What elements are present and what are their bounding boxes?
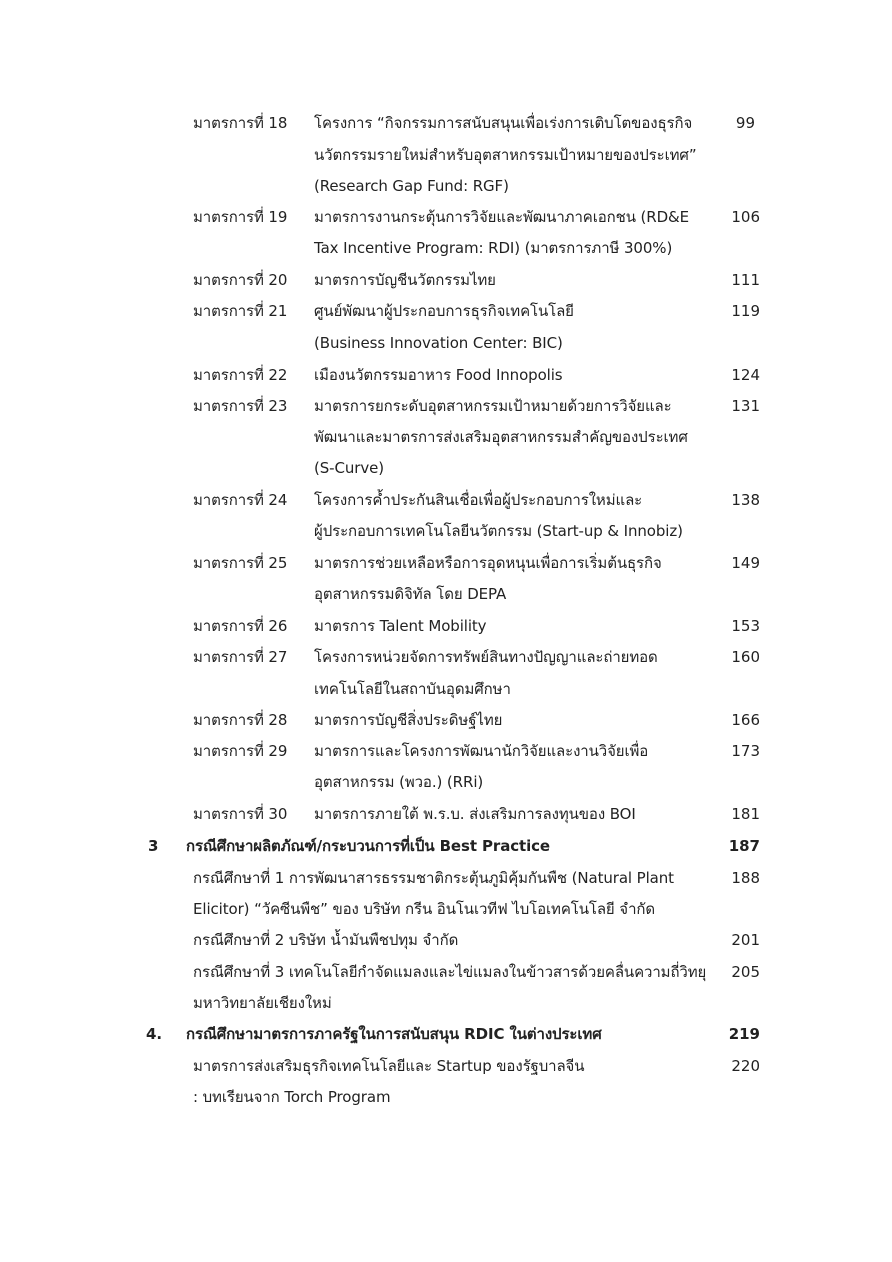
measure-title-line: ผู้ประกอบการเทคโนโลยีนวัตกรรม (Start-up & Innobiz) bbox=[314, 522, 683, 540]
page-number: 111 bbox=[731, 271, 760, 289]
measure-label: มาตรการที่ 26 bbox=[193, 617, 288, 635]
page-number: 188 bbox=[731, 869, 760, 887]
page-number: 219 bbox=[728, 1025, 760, 1043]
measure-title-line: Tax Incentive Program: RDI) (มาตรการภาษี 300%) bbox=[314, 239, 673, 257]
measure-title-line: มาตรการ Talent Mobility bbox=[314, 617, 487, 635]
measure-label: มาตรการที่ 28 bbox=[193, 711, 288, 729]
case-study-line: Elicitor) “วัคซีนพืช” ของ บริษัท กรีน อินโนเวทีฟ ไบโอเทคโนโลยี จำกัด bbox=[193, 900, 656, 918]
page-number: 149 bbox=[731, 554, 760, 572]
section-number: 3 bbox=[148, 837, 159, 855]
page-number: 187 bbox=[728, 837, 760, 855]
page-number: 124 bbox=[731, 366, 760, 384]
case-study-line: กรณีศึกษาที่ 1 การพัฒนาสารธรรมชาติกระตุ้นภูมิคุ้มกันพืช (Natural Plant bbox=[193, 869, 674, 887]
page-number: 131 bbox=[731, 397, 760, 415]
measure-label: มาตรการที่ 30 bbox=[193, 805, 288, 823]
measure-label: มาตรการที่ 19 bbox=[193, 208, 288, 226]
measure-title-line: อุตสาหกรรม (พวอ.) (RRi) bbox=[314, 773, 484, 791]
measure-label: มาตรการที่ 22 bbox=[193, 366, 288, 384]
measure-title-line: มาตรการยกระดับอุตสาหกรรมเป้าหมายด้วยการวิจัยและ bbox=[314, 397, 672, 415]
measure-label: มาตรการที่ 20 bbox=[193, 271, 288, 289]
measure-title-line: เทคโนโลยีในสถาบันอุดมศึกษา bbox=[314, 680, 511, 698]
measure-title-line: อุตสาหกรรมดิจิทัล โดย DEPA bbox=[314, 585, 507, 603]
page-number: 99 bbox=[735, 114, 755, 132]
page-number: 138 bbox=[731, 491, 760, 509]
measure-title-line: โครงการ “กิจกรรมการสนับสนุนเพื่อเร่งการเติบโตของธุรกิจ bbox=[314, 114, 693, 132]
page-number: 153 bbox=[731, 617, 760, 635]
section-number: 4. bbox=[146, 1025, 162, 1043]
measure-label: มาตรการที่ 25 bbox=[193, 554, 288, 572]
case-study-line: มหาวิทยาลัยเชียงใหม่ bbox=[193, 994, 332, 1012]
measure-label: มาตรการที่ 29 bbox=[193, 742, 288, 760]
measure-title-line: ศูนย์พัฒนาผู้ประกอบการธุรกิจเทคโนโลยี bbox=[314, 302, 574, 320]
page-number: 160 bbox=[731, 648, 760, 666]
page-number: 173 bbox=[731, 742, 760, 760]
measure-title-line: (Research Gap Fund: RGF) bbox=[314, 177, 509, 195]
section-title: กรณีศึกษามาตรการภาครัฐในการสนับสนุน RDIC ในต่างประเทศ bbox=[186, 1025, 602, 1043]
page-number: 220 bbox=[731, 1057, 760, 1075]
measure-title-line: มาตรการช่วยเหลือหรือการอุดหนุนเพื่อการเริ่มต้นธุรกิจ bbox=[314, 554, 662, 572]
page-number: 106 bbox=[731, 208, 760, 226]
measure-title-line: พัฒนาและมาตรการส่งเสริมอุตสาหกรรมสำคัญของประเทศ bbox=[314, 428, 688, 446]
measure-label: มาตรการที่ 27 bbox=[193, 648, 288, 666]
page-number: 119 bbox=[731, 302, 760, 320]
measure-title-line: มาตรการงานกระตุ้นการวิจัยและพัฒนาภาคเอกชน (RD&E bbox=[314, 208, 690, 226]
measure-label: มาตรการที่ 23 bbox=[193, 397, 288, 415]
case-study-line: : บทเรียนจาก Torch Program bbox=[193, 1088, 391, 1106]
case-study-line: มาตรการส่งเสริมธุรกิจเทคโนโลยีและ Startup ของรัฐบาลจีน bbox=[193, 1057, 585, 1075]
measure-title-line: (Business Innovation Center: BIC) bbox=[314, 334, 563, 352]
section-title: กรณีศึกษาผลิตภัณฑ์/กระบวนการที่เป็น Best Practice bbox=[186, 837, 551, 855]
measure-label: มาตรการที่ 18 bbox=[193, 114, 288, 132]
measure-title-line: (S-Curve) bbox=[314, 459, 384, 477]
page-number: 181 bbox=[731, 805, 760, 823]
measure-title-line: โครงการค้ำประกันสินเชื่อเพื่อผู้ประกอบการใหม่และ bbox=[314, 491, 643, 509]
measure-title-line: นวัตกรรมรายใหม่สำหรับอุตสาหกรรมเป้าหมายของประเทศ” bbox=[314, 146, 697, 164]
case-study-line: กรณีศึกษาที่ 2 บริษัท น้ำมันพืชปทุม จำกัด bbox=[193, 931, 459, 949]
measure-title-line: มาตรการและโครงการพัฒนานักวิจัยและงานวิจัยเพื่อ bbox=[314, 742, 649, 760]
page-number: 205 bbox=[731, 963, 760, 981]
measure-title-line: มาตรการภายใต้ พ.ร.บ. ส่งเสริมการลงทุนของ BOI bbox=[314, 805, 636, 823]
page-number: 166 bbox=[731, 711, 760, 729]
measure-title-line: มาตรการบัญชีสิ่งประดิษฐ์ไทย bbox=[314, 711, 503, 729]
measure-title-line: โครงการหน่วยจัดการทรัพย์สินทางปัญญาและถ่ายทอด bbox=[314, 648, 658, 666]
measure-title-line: เมืองนวัตกรรมอาหาร Food Innopolis bbox=[314, 366, 563, 384]
page-number: 201 bbox=[731, 931, 760, 949]
measure-label: มาตรการที่ 24 bbox=[193, 491, 288, 509]
measure-label: มาตรการที่ 21 bbox=[193, 302, 288, 320]
measure-title-line: มาตรการบัญชีนวัตกรรมไทย bbox=[314, 271, 496, 289]
case-study-line: กรณีศึกษาที่ 3 เทคโนโลยีกำจัดแมลงและไข่แมลงในข้าวสารด้วยคลื่นความถี่วิทยุ bbox=[193, 963, 707, 981]
